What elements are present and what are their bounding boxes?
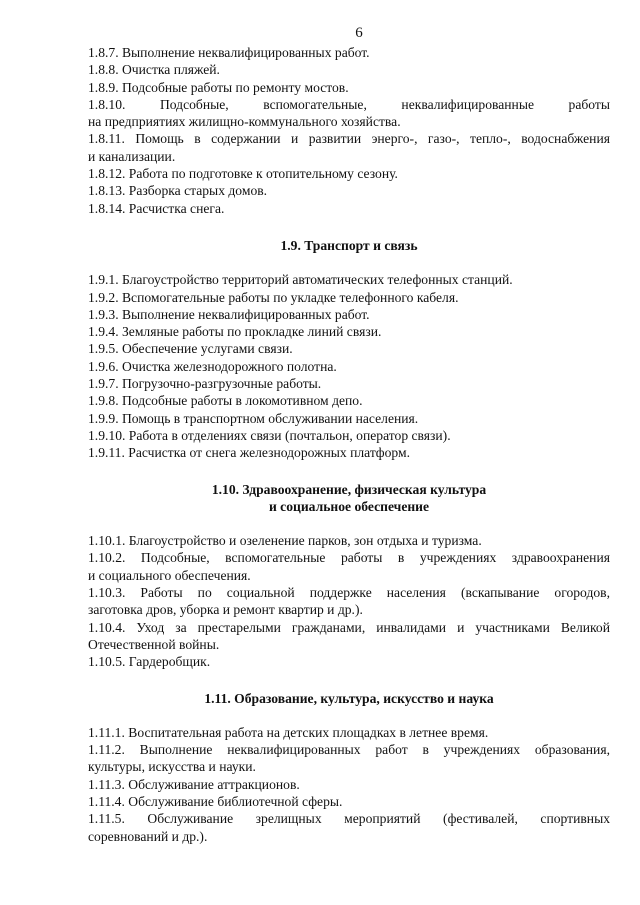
list-item: 1.8.7. Выполнение неквалифицированных работ. [88,45,370,60]
list-item: 1.11.4. Обслуживание библиотечной сферы. [88,793,343,809]
list-item: 1.9.10. Работа в отделениях связи (почтальон, оператор связи). [88,427,451,443]
list-item: 1.9.3. Выполнение неквалифицированных работ. [88,306,370,322]
section-heading-1-11: 1.11. Образование, культура, искусство и наука [204,690,494,706]
list-item: 1.9.9. Помощь в транспортном обслуживании населения. [88,410,419,426]
section-1-10-list [88,532,610,670]
list-item: 1.8.13. Разборка старых домов. [88,183,268,199]
list-item-continuation: соревнований и др.). [88,828,208,844]
list-item: 1.8.10. Подсобные, вспомогательные, неквалифицированные работы [88,96,610,112]
list-item: 1.8.9. Подсобные работы по ремонту мостов. [88,79,349,95]
list-item: 1.11.1. Воспитательная работа на детских площадках в летнее время. [88,724,489,740]
section-heading-1-9: 1.9. Транспорт и связь [280,237,418,253]
section-1-9-list [88,271,610,461]
list-item: 1.8.8. Очистка пляжей. [88,62,220,78]
list-item: 1.9.5. Обеспечение услугами связи. [88,341,293,357]
list-item: 1.10.5. Гардеробщик. [88,654,211,670]
list-item-continuation: и канализации. [88,148,176,164]
list-item-continuation: Отечественной войны. [88,636,220,652]
page-number: 6 [355,25,363,41]
section-heading-1-10 [88,481,610,516]
list-item: 1.9.2. Вспомогательные работы по укладке телефонного кабеля. [88,289,459,305]
list-item: 1.9.7. Погрузочно-разгрузочные работы. [88,376,322,392]
list-item: 1.8.11. Помощь в содержании и развитии энерго-, газо-, тепло-, водоснабжения [88,131,610,147]
list-item: 1.9.8. Подсобные работы в локомотивном депо. [88,393,363,409]
list-item-continuation: заготовка дров, уборка и ремонт квартир и др.). [88,602,363,618]
list-item: 1.10.2. Подсобные, вспомогательные работы в учреждениях здравоохранения [88,550,610,566]
section-heading-line: и социальное обеспечение [268,498,430,514]
list-item: 1.11.3. Обслуживание аттракционов. [88,776,300,792]
section-heading-line: 1.10. Здравоохранение, физическая культура [211,481,487,497]
list-item: 1.10.1. Благоустройство и озеленение парков, зон отдыха и туризма. [88,533,482,549]
list-item: 1.11.2. Выполнение неквалифицированных работ в учреждениях образования, [88,742,610,758]
section-1-8-list [88,44,610,217]
list-item-continuation: и социального обеспечения. [88,567,251,583]
list-item: 1.9.6. Очистка железнодорожного полотна. [88,358,337,374]
list-item-continuation: на предприятиях жилищно-коммунального хозяйства. [88,114,401,130]
list-item: 1.9.1. Благоустройство территорий автоматических телефонных станций. [88,272,513,288]
list-item: 1.8.14. Расчистка снега. [88,200,225,216]
section-1-11-list [88,724,610,845]
list-item: 1.9.11. Расчистка от снега железнодорожных платформ. [88,445,410,461]
list-item: 1.10.3. Работы по социальной поддержке населения (вскапывание огородов, [88,585,610,601]
list-item: 1.10.4. Уход за престарелыми гражданами, инвалидами и участниками Великой [88,619,610,635]
list-item: 1.8.12. Работа по подготовке к отопительному сезону. [88,166,398,182]
list-item: 1.9.4. Земляные работы по прокладке линий связи. [88,324,382,340]
document-page [88,24,610,845]
list-item: 1.11.5. Обслуживание зрелищных мероприятий (фестивалей, спортивных [88,811,610,827]
list-item-continuation: культуры, искусства и науки. [88,759,256,775]
